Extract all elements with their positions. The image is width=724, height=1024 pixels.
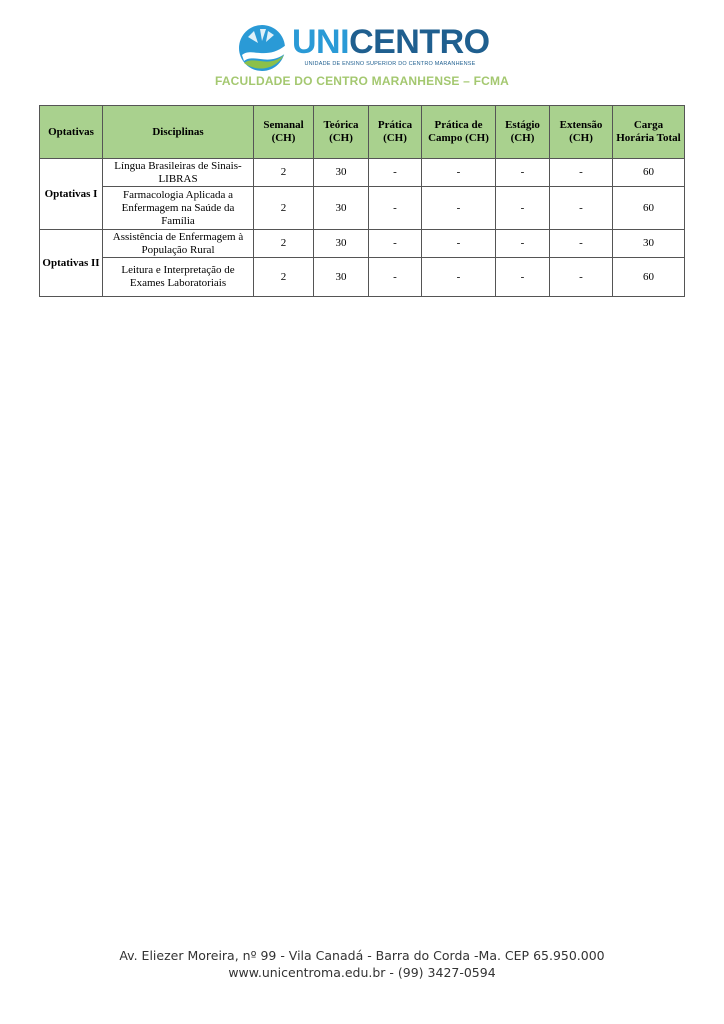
footer-contact: www.unicentroma.edu.br - (99) 3427-0594 (228, 965, 496, 980)
extensao-cell: - (550, 187, 613, 230)
estagio-cell: - (496, 187, 550, 230)
estagio-cell: - (496, 159, 550, 187)
col-header: Optativas (40, 106, 103, 159)
teorica-cell: 30 (314, 230, 369, 258)
semanal-cell: 2 (254, 187, 314, 230)
extensao-cell: - (550, 230, 613, 258)
disciplina-cell: Assistência de Enfermagem à População Rural (103, 230, 254, 258)
teorica-cell: 30 (314, 258, 369, 297)
campo-cell: - (422, 159, 496, 187)
col-header: Teórica (CH) (314, 106, 369, 159)
page-header (0, 18, 724, 90)
group-label: Optativas I (40, 159, 103, 230)
pratica-cell: - (369, 258, 422, 297)
logo-subtitle: UNIDADE DE ENSINO SUPERIOR DO CENTRO MARANHENSE (304, 61, 476, 67)
campo-cell: - (422, 258, 496, 297)
unicentro-logo-text (292, 22, 490, 62)
extensao-cell: - (550, 159, 613, 187)
faculty-name: FACULDADE DO CENTRO MARANHENSE – FCMA (214, 74, 510, 88)
footer-address: Av. Eliezer Moreira, nº 99 - Vila Canadá - Barra do Corda -Ma. CEP 65.950.000 (119, 948, 605, 963)
col-header: Estágio (CH) (496, 106, 550, 159)
col-header: Extensão (CH) (550, 106, 613, 159)
disciplina-cell: Farmacologia Aplicada a Enfermagem na Saúde da Família (103, 187, 254, 230)
table-row (40, 159, 685, 187)
pratica-cell: - (369, 187, 422, 230)
disciplina-cell: Língua Brasileiras de Sinais-LIBRAS (103, 159, 254, 187)
total-cell: 60 (613, 159, 685, 187)
semanal-cell: 2 (254, 159, 314, 187)
total-cell: 60 (613, 187, 685, 230)
campo-cell: - (422, 187, 496, 230)
estagio-cell: - (496, 258, 550, 297)
teorica-cell: 30 (314, 187, 369, 230)
pratica-cell: - (369, 159, 422, 187)
estagio-cell: - (496, 230, 550, 258)
table-row (40, 258, 685, 297)
logo-centro: CENTRO (349, 23, 490, 61)
logo-uni: UNI (292, 23, 350, 61)
table-row (40, 187, 685, 230)
col-header: Prática (CH) (369, 106, 422, 159)
col-header: Disciplinas (103, 106, 254, 159)
extensao-cell: - (550, 258, 613, 297)
col-header: Carga Horária Total (613, 106, 685, 159)
table-header-row (40, 106, 685, 159)
pratica-cell: - (369, 230, 422, 258)
optativas-table (39, 105, 685, 297)
total-cell: 30 (613, 230, 685, 258)
semanal-cell: 2 (254, 258, 314, 297)
teorica-cell: 30 (314, 159, 369, 187)
semanal-cell: 2 (254, 230, 314, 258)
campo-cell: - (422, 230, 496, 258)
table-row (40, 230, 685, 258)
col-header: Semanal (CH) (254, 106, 314, 159)
disciplina-cell: Leitura e Interpretação de Exames Laboratoriais (103, 258, 254, 297)
group-label: Optativas II (40, 230, 103, 297)
unicentro-logo-icon (236, 23, 292, 73)
total-cell: 60 (613, 258, 685, 297)
col-header: Prática de Campo (CH) (422, 106, 496, 159)
